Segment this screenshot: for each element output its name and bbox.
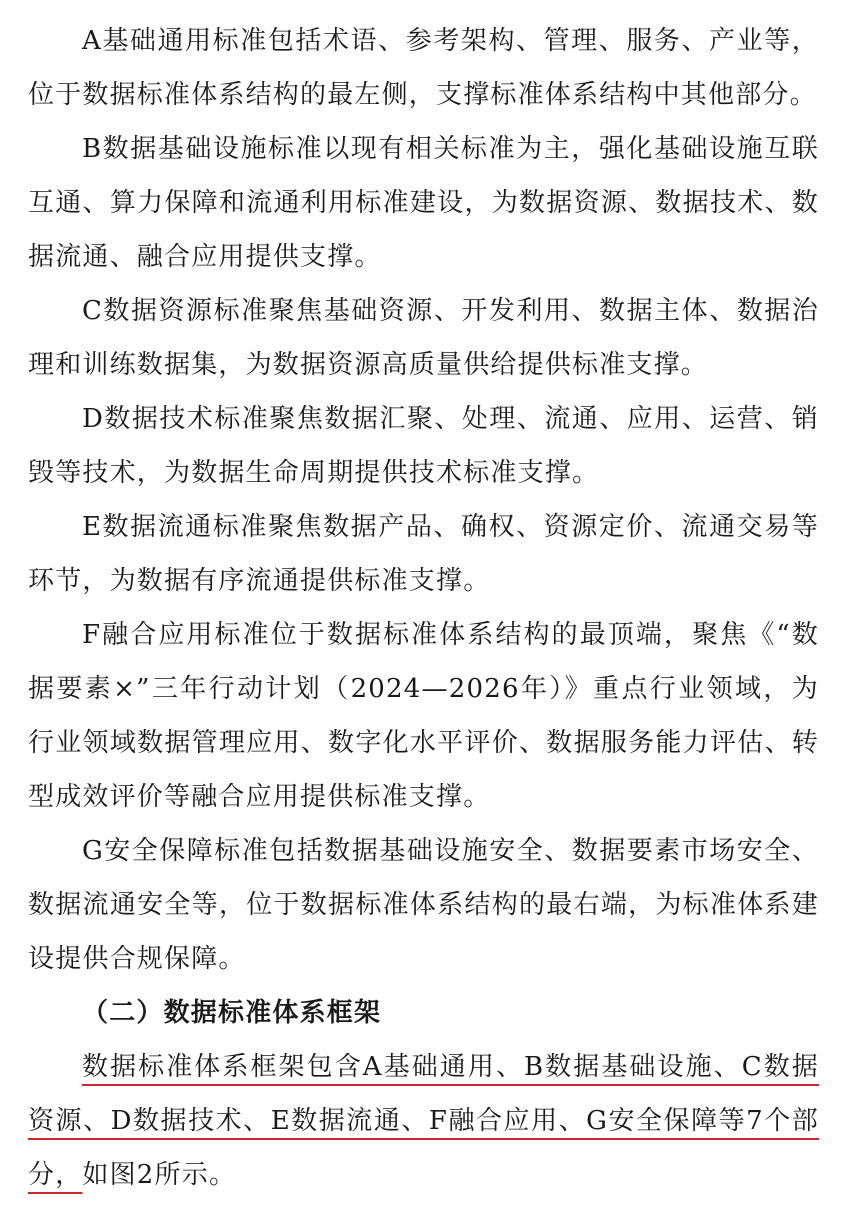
paragraph-e-data-circulation: E数据流通标准聚焦数据产品、确权、资源定价、流通交易等环节，为数据有序流通提供标准支撑。 (28, 512, 819, 596)
paragraph-framework-summary (28, 1040, 819, 1202)
paragraph-d-data-technology: D数据技术标准聚焦数据汇聚、处理、流通、应用、运营、销毁等技术，为数据生命周期提供技术标准支撑。 (28, 404, 819, 488)
paragraph-f-integrated-application: F融合应用标准位于数据标准体系结构的最顶端，聚焦《“数据要素×”三年行动计划（2024—2026年）》重点行业领域，为行业领域数据管理应用、数字化水平评价、数据服务能力评估、转型成效评价等融合应用提供标准支撑。 (28, 620, 819, 812)
figure-reference-text: 如图2所示。 (82, 1160, 237, 1190)
underlined-framework-text: 数据标准体系框架包含A基础通用、B数据基础设施、C数据资源、D数据技术、E数据流通、F融合应用、G安全保障等7个部分， (28, 1052, 819, 1190)
paragraph-b-data-infrastructure: B数据基础设施标准以现有相关标准为主，强化基础设施互联互通、算力保障和流通利用标准建设，为数据资源、数据技术、数据流通、融合应用提供支撑。 (28, 134, 819, 272)
paragraph-c-data-resources: C数据资源标准聚焦基础资源、开发利用、数据主体、数据治理和训练数据集，为数据资源高质量供给提供标准支撑。 (28, 296, 819, 380)
paragraph-a-basic-general: A基础通用标准包括术语、参考架构、管理、服务、产业等，位于数据标准体系结构的最左侧，支撑标准体系结构中其他部分。 (28, 26, 819, 110)
paragraph-g-security-assurance: G安全保障标准包括数据基础设施安全、数据要素市场安全、数据流通安全等，位于数据标准体系结构的最右端，为标准体系建设提供合规保障。 (28, 836, 819, 974)
section-heading: （二）数据标准体系框架 (82, 998, 382, 1028)
